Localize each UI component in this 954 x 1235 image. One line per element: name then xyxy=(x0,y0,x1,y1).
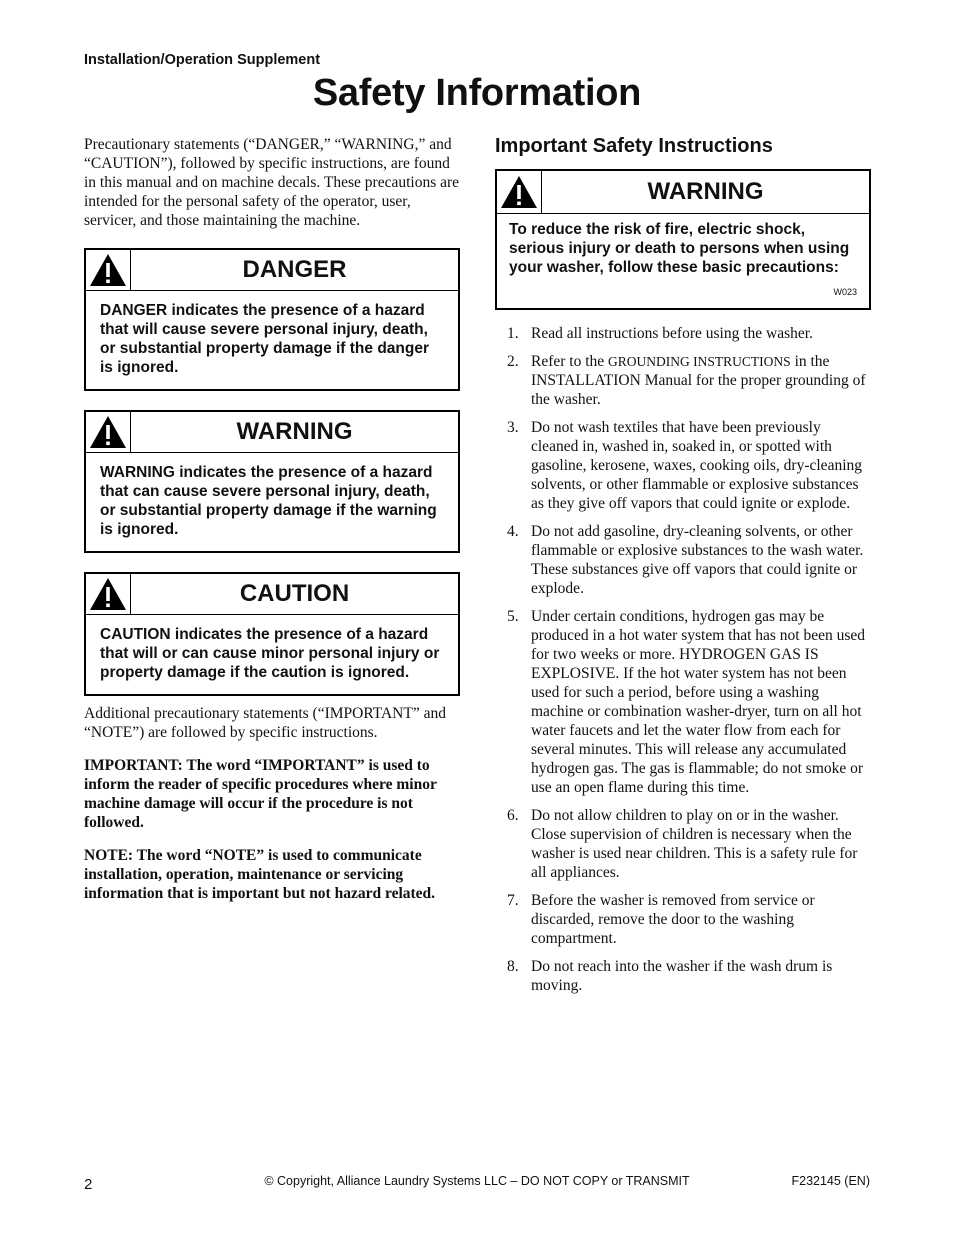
list-item-text: Do not reach into the washer if the wash drum is moving. xyxy=(531,958,833,994)
list-item-number: 8. xyxy=(507,958,519,975)
list-item-number: 5. xyxy=(507,608,519,625)
caution-box xyxy=(84,572,460,696)
list-item-number: 6. xyxy=(507,807,519,824)
list-item-number: 7. xyxy=(507,892,519,909)
warning-triangle-icon xyxy=(89,253,127,287)
safety-warning-signal-word: WARNING xyxy=(647,178,764,205)
warning-text: WARNING indicates the presence of a hazard that can cause severe personal injury, death, or substantial property damage if the warning is ignored. xyxy=(100,464,437,538)
warning-triangle-icon xyxy=(89,577,127,611)
list-item-text: Before the washer is removed from service or discarded, remove the door to the washing compartment. xyxy=(531,892,815,947)
list-item xyxy=(495,607,871,797)
page-number: 2 xyxy=(84,1176,93,1193)
warning-box xyxy=(84,410,460,553)
section-heading: Important Safety Instructions xyxy=(495,135,773,157)
list-item xyxy=(495,324,871,343)
danger-text: DANGER indicates the presence of a hazard that will cause severe personal injury, death, or substantial property damage if the danger is ignored. xyxy=(100,302,430,376)
caution-text: CAUTION indicates the presence of a hazard that will or can cause minor personal injury or property damage if the caution is ignored. xyxy=(100,626,440,681)
right-column xyxy=(495,133,871,1004)
danger-signal-word: DANGER xyxy=(242,256,347,283)
list-item xyxy=(495,957,871,995)
warning-triangle-icon xyxy=(89,415,127,449)
running-header: Installation/Operation Supplement xyxy=(84,52,321,68)
caution-signal-word: CAUTION xyxy=(239,580,350,607)
list-item xyxy=(495,522,871,598)
list-item xyxy=(495,891,871,948)
list-item-text: Under certain conditions, hydrogen gas may be produced in a hot water system that has not been used for two weeks or more. HYDROGEN GAS IS EXPLOSIVE. If the hot water system has not been used for such a period, before using a washing machine or combination washer-dryer, turn on all hot water faucets and let the water flow from each for several minutes. This will release any accumulated hydrogen gas. The gas is flammable; do not smoke or use an open flame during this time. xyxy=(531,608,866,796)
list-item-text: Do not wash textiles that have been previously cleaned in, washed in, soaked in, or spotted with gasoline, kerosene, waxes, cooking oils, dry-cleaning solvents, or other flammable or explosive substances as they give off vapors that could ignite or explode. xyxy=(531,419,863,512)
list-item-text: Refer to the GROUNDING INSTRUCTIONS in the INSTALLATION Manual for the proper grounding of the washer. xyxy=(531,353,866,408)
list-item-text: Read all instructions before using the washer. xyxy=(531,325,813,342)
list-item-text: Do not allow children to play on or in the washer. Close supervision of children is necessary when the washer is used near children. This is a safety rule for all appliances. xyxy=(531,807,858,881)
list-item xyxy=(495,806,871,882)
list-item-number: 2. xyxy=(507,353,519,370)
safety-warning-box xyxy=(495,169,871,310)
left-column xyxy=(84,135,460,903)
note-paragraph: NOTE: The word “NOTE” is used to communicate installation, operation, maintenance or servicing information that is important but not hazard related. xyxy=(84,847,436,902)
additional-paragraph: Additional precautionary statements (“IMPORTANT” and “NOTE”) are followed by specific instructions. xyxy=(84,705,446,741)
danger-box xyxy=(84,248,460,391)
list-item-number: 3. xyxy=(507,419,519,436)
warning-triangle-icon xyxy=(500,175,538,209)
list-item-number: 1. xyxy=(507,325,519,342)
page-title: Safety Information xyxy=(312,72,642,114)
list-item-number: 4. xyxy=(507,523,519,540)
warning-code: W023 xyxy=(833,287,857,297)
intro-paragraph: Precautionary statements (“DANGER,” “WARNING,” and “CAUTION”), followed by specific instructions, are found in this manual and on machine decals. These precautions are intended for the personal safety of the operator, user, servicer, and those maintaining the machine. xyxy=(84,136,460,229)
copyright: © Copyright, Alliance Laundry Systems LLC – DO NOT COPY or TRANSMIT xyxy=(264,1174,690,1188)
list-item xyxy=(495,418,871,513)
list-item xyxy=(495,352,871,409)
safety-warning-text: To reduce the risk of fire, electric shock, serious injury or death to persons when using your washer, follow these basic precautions: xyxy=(509,221,850,276)
list-item-text: Do not add gasoline, dry-cleaning solvents, or other flammable or explosive substances to the wash water. These substances give off vapors that could ignite or explode. xyxy=(531,523,864,597)
document-code: F232145 (EN) xyxy=(791,1174,870,1188)
instructions-list xyxy=(495,324,871,995)
warning-signal-word: WARNING xyxy=(236,418,353,445)
important-paragraph: IMPORTANT: The word “IMPORTANT” is used to inform the reader of specific procedures where minor machine damage will occur if the procedure is not followed. xyxy=(84,757,437,831)
